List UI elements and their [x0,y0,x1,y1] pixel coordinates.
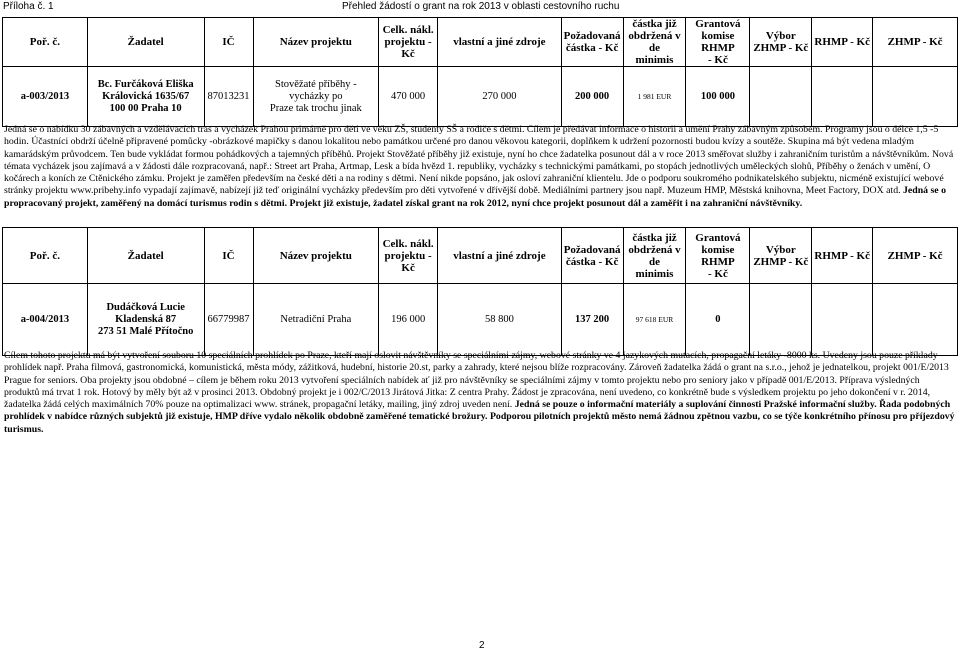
col-total-cost: Celk. nákl. projektu - Kč [379,18,438,67]
de-minimis: 1 981 EUR [623,67,686,127]
project-id: a-003/2013 [3,67,88,127]
applicant: Dudáčková Lucie Kladenská 87 273 51 Malé Přítočno [87,284,204,356]
col-grant-committee: Grantová komise RHMP - Kč [686,18,750,67]
zhmp [873,284,958,356]
col-order: Poř. č. [3,18,88,67]
col-own-sources: vlastní a jiné zdroje [438,18,562,67]
project-description-1: Jedná se o nabídku 30 zábavných a vzdělávacích tras a vycházek Prahou primárně pro děti ve věku ZŠ, studenty SŠ a rodiče s dětmi. Cílem je předávat informace o historii a umění Prahy zábavným způsobem. Programy jsou o délce 1,5 -5 hodin. Účastníci obdrží účelně připravené pomůcky -obrázkové mapičky s danou lokalitou nebo památkou určené pro danou věkovou kategorii, doplňkem k udržení pozornosti budou kvízy a soutěže. Skupina má být vedena mladým kamarádským průvodcem. Ten bude vykládat formou pohádkových a tajemných příběhů. Projekt Stověžaté příběhy již existuje, nyní ho chce žadatelka posunout dál a v roce 2013 směřovat služby i zahraničním turistům a návštěvníkům. Nová témata vycházek jsou zajímavá a v žádosti dále rozpracovaná, např.: Street art Praha, Artmap, Lesk a bída hvězd 1. republiky, vycházky s technickými památkami, po stopách jednotlivých uměleckých slohů, Příběhy o ženách v umění, O kočárech a koních ze Ctěnického zámku. Projekt je zaměřen především na české děti a na rodiny s dětmi. Není nikde popsáno, jak osloví zahraniční klientelu. Jde o podporu soukromého podnikatelského subjektu, nicméně existující webové stránky projektu www.pribehy.info vypadají zajímavě, nabízejí již teď originální vycházky především pro děti vytvořené v dřívější době. Mediálními partnery jsou např. Muzeum HMP, Městská knihovna, Meet Factory, DOX atd. Jedná se o propracovaný projekt, zaměřený na domácí turismus rodin s dětmi. Projekt již existuje, žadatel získal grant na rok 2012, nyní chce projekt posunout dál a zaměřit i na zahraniční návštěvníky. [4,124,954,209]
col-de-minimis: částka již obdržená v de minimis [623,18,686,67]
project-name: Netradiční Praha [253,284,379,356]
total-cost: 196 000 [379,284,438,356]
col-requested: Požadovaná částka - Kč [561,228,623,284]
project-name: Stověžaté příběhy - vycházky po Praze tak trochu jinak [253,67,379,127]
grant-committee: 0 [686,284,750,356]
requested: 200 000 [561,67,623,127]
zhmp [873,67,958,127]
header-row [3,18,958,67]
annex-label: Příloha č. 1 [3,1,54,12]
project-table-1 [2,17,958,127]
col-rhmp: RHMP - Kč [812,228,873,284]
col-applicant: Žadatel [87,18,204,67]
own-sources: 58 800 [438,284,562,356]
committee-zhmp [750,284,812,356]
col-order: Poř. č. [3,228,88,284]
de-minimis: 97 618 EUR [623,284,686,356]
header-row [3,228,958,284]
project-description-2: Cílem tohoto projektu má být vytvoření souboru 10 speciálních prohlídek po Praze, kteří mají oslovit návštěvníky se speciálními zájmy, webové stránky ve 4 jazykových mutacích, propagační letáky -8000 ks. Uvedeny jsou pouze příklady prohlídek např. Praha filmová, gastronomická, komunistická, města módy, zážitková, hudební, historie 20.st, parky a zahrady, které nejsou blíže rozpracovány. Zároveň žadatelka žádá o grant na s.r.o., jehož je jednatelkou, projekt 001/E/2013 Prague for seniors. Oba projekty jsou obdobné – cílem je během roku 2013 vytvoření speciálních nabídek ať již pro návštěvníky se speciálními zájmy v tomto projektu nebo pro seniory jako v případě 001/E/2013. Příprava výsledných produktů má trvat 1 rok. Hotový by měly být až v prosinci 2013. Obdobný projekt je i 002/C/2013 Jirátová Jitka: Z centra Prahy. Žádost je zpracována, není uvedeno, co konkrétně bude s výsledkem projektu po jeho dokončení v r. 2014, žadatelka žádá celých maximálních 70% pouze na optimalizaci www. stránek, propagační letáky, mailing, jiný zdroj uveden není. Jedná se pouze o informační materiály a suplování činnosti Pražské informační služby. Řada podobných prohlídek v nabídce různých subjektů již existuje, HMP dříve vydalo několik obdobně zaměřené tematické brožury. Podporou pilotních projektů město nemá žádnou zpětnou vazbu, co se týče konkrétního přínosu pro příjezdový turismus. [4,350,955,435]
project-id: a-004/2013 [3,284,88,356]
total-cost: 470 000 [379,67,438,127]
ico: 66779987 [204,284,253,356]
col-committee-zhmp: Výbor ZHMP - Kč [750,228,812,284]
page-number: 2 [479,640,485,651]
col-ico: IČ [204,18,253,67]
col-zhmp: ZHMP - Kč [873,228,958,284]
col-applicant: Žadatel [87,228,204,284]
own-sources: 270 000 [438,67,562,127]
col-total-cost: Celk. nákl. projektu - Kč [379,228,438,284]
document-title: Přehled žádostí o grant na rok 2013 v oblasti cestovního ruchu [342,1,620,12]
table-row [3,67,958,127]
ico: 87013231 [204,67,253,127]
col-rhmp: RHMP - Kč [812,18,873,67]
col-ico: IČ [204,228,253,284]
col-project-name: Název projektu [253,228,379,284]
col-zhmp: ZHMP - Kč [873,18,958,67]
applicant: Bc. Furčáková Eliška Královická 1635/67 100 00 Praha 10 [87,67,204,127]
col-committee-zhmp: Výbor ZHMP - Kč [750,18,812,67]
col-de-minimis: částka již obdržená v de minimis [623,228,686,284]
rhmp [812,284,873,356]
committee-zhmp [750,67,812,127]
col-requested: Požadovaná částka - Kč [561,18,623,67]
col-own-sources: vlastní a jiné zdroje [438,228,562,284]
project-table-2 [2,227,958,356]
grant-committee: 100 000 [686,67,750,127]
table-row [3,284,958,356]
col-project-name: Název projektu [253,18,379,67]
requested: 137 200 [561,284,623,356]
col-grant-committee: Grantová komise RHMP - Kč [686,228,750,284]
rhmp [812,67,873,127]
